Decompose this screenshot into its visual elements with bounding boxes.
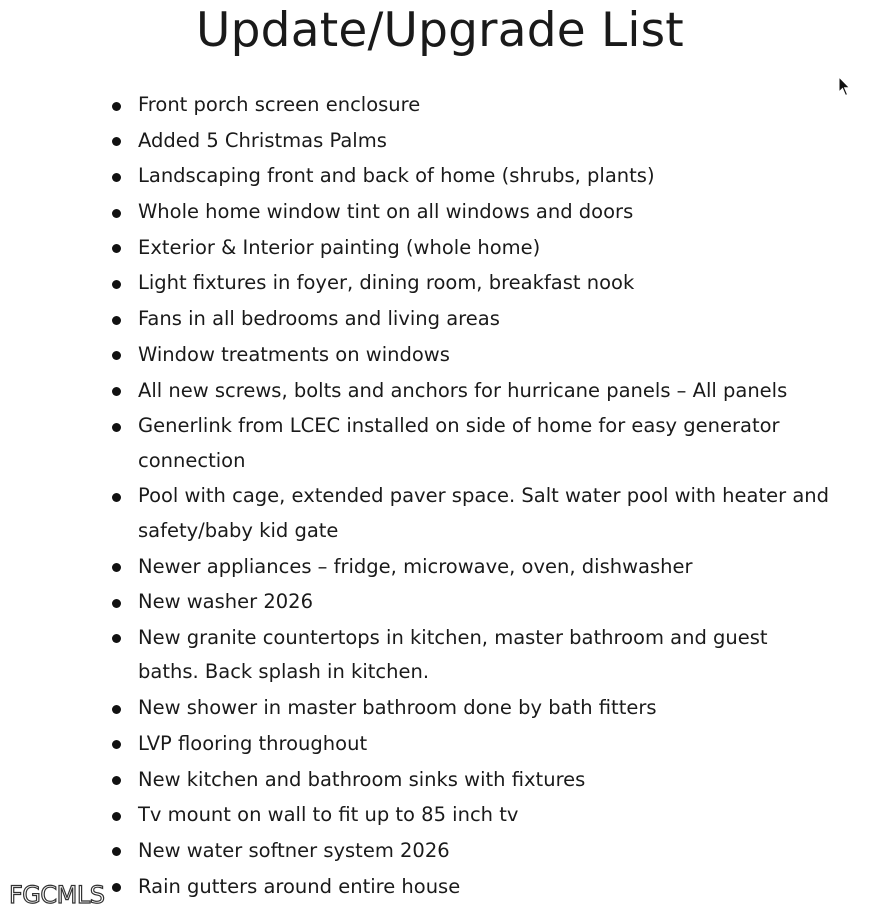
bullet-icon bbox=[112, 280, 121, 289]
page-title: Update/Upgrade List bbox=[196, 3, 684, 58]
bullet-icon bbox=[112, 102, 121, 111]
list-item-text: Whole home window tint on all windows and doors bbox=[138, 200, 634, 224]
list-item bbox=[0, 338, 892, 373]
list-item bbox=[0, 124, 892, 159]
bullet-icon bbox=[112, 847, 121, 856]
list-item bbox=[0, 691, 892, 726]
list-item-text: Tv mount on wall to fit up to 85 inch tv bbox=[138, 803, 519, 827]
list-item-text: Exterior & Interior painting (whole home) bbox=[138, 235, 541, 259]
list-item bbox=[0, 621, 892, 690]
list-item-text: Pool with cage, extended paver space. Salt water pool with heater and safety/baby kid gate bbox=[138, 484, 830, 542]
watermark-logo: FGCMLS bbox=[9, 881, 105, 909]
list-item-text: New granite countertops in kitchen, master bathroom and guest baths. Back splash in kitchen. bbox=[138, 625, 768, 684]
list-item bbox=[0, 374, 892, 409]
list-item bbox=[0, 727, 892, 762]
list-item-text: All new screws, bolts and anchors for hurricane panels – All panels bbox=[138, 378, 788, 402]
list-item bbox=[0, 870, 892, 905]
list-item-text: Window treatments on windows bbox=[138, 342, 450, 366]
bullet-icon bbox=[112, 563, 121, 572]
bullet-icon bbox=[112, 173, 121, 182]
mouse-pointer-icon bbox=[838, 76, 852, 98]
list-item-text: Generlink from LCEC installed on side of home for easy generator connection bbox=[138, 414, 780, 472]
bullet-icon bbox=[112, 351, 121, 360]
list-item bbox=[0, 266, 892, 301]
list-item bbox=[0, 302, 892, 337]
bullet-icon bbox=[112, 387, 121, 396]
list-item bbox=[0, 88, 892, 123]
bullet-icon bbox=[112, 244, 121, 253]
list-item-text: LVP flooring throughout bbox=[138, 731, 368, 755]
bullet-icon bbox=[112, 137, 121, 146]
list-item bbox=[0, 409, 892, 478]
list-item-text: Rain gutters around entire house bbox=[138, 874, 461, 898]
list-item-text: Added 5 Christmas Palms bbox=[138, 128, 387, 152]
bullet-icon bbox=[112, 740, 121, 749]
bullet-icon bbox=[112, 316, 121, 325]
upgrade-list bbox=[0, 88, 892, 905]
bullet-icon bbox=[112, 812, 121, 821]
list-item bbox=[0, 479, 892, 548]
list-item-text: Fans in all bedrooms and living areas bbox=[138, 307, 500, 331]
bullet-icon bbox=[112, 423, 121, 432]
list-item-text: New water softner system 2026 bbox=[138, 838, 450, 862]
list-item-text: Landscaping front and back of home (shrubs, plants) bbox=[138, 164, 655, 188]
bullet-icon bbox=[112, 883, 121, 892]
list-item bbox=[0, 195, 892, 230]
bullet-icon bbox=[112, 776, 121, 785]
list-item bbox=[0, 585, 892, 620]
list-item-text: Newer appliances – fridge, microwave, oven, dishwasher bbox=[138, 554, 693, 578]
list-item bbox=[0, 550, 892, 585]
list-item-text: Light fixtures in foyer, dining room, breakfast nook bbox=[138, 271, 635, 295]
list-item-text: New shower in master bathroom done by bath fitters bbox=[138, 696, 657, 720]
list-item bbox=[0, 834, 892, 869]
bullet-icon bbox=[112, 705, 121, 714]
list-item bbox=[0, 763, 892, 798]
list-item bbox=[0, 231, 892, 266]
list-item-text: New kitchen and bathroom sinks with fixtures bbox=[138, 767, 586, 791]
bullet-icon bbox=[112, 209, 121, 218]
list-item bbox=[0, 798, 892, 833]
list-item-text: New washer 2026 bbox=[138, 590, 313, 614]
list-item bbox=[0, 159, 892, 194]
list-item-text: Front porch screen enclosure bbox=[138, 93, 421, 116]
bullet-icon bbox=[112, 599, 121, 608]
bullet-icon bbox=[112, 634, 121, 643]
bullet-icon bbox=[112, 493, 121, 502]
